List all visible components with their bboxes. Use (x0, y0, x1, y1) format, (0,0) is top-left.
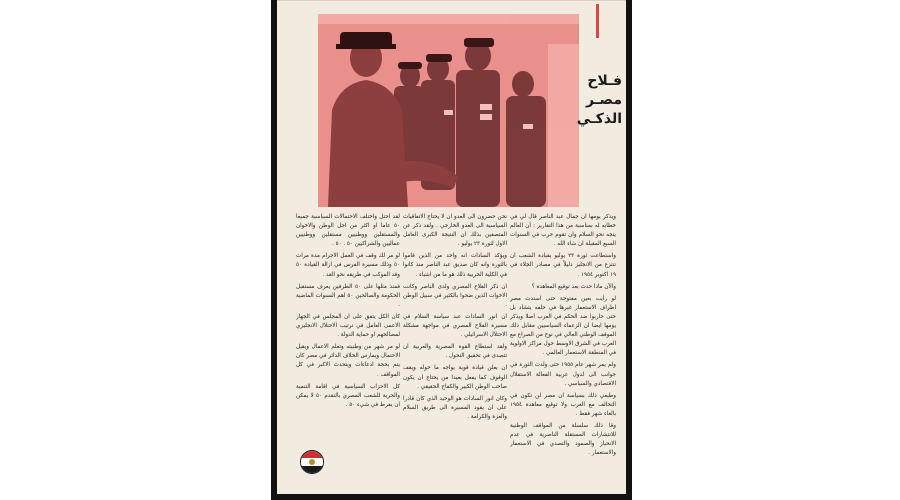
page-marker (596, 4, 599, 38)
paragraph: لقد احتل واختلف الاحتمالات السياسية جميعا ٥٠ عاما او اكثر من اجل الوطن والاخوان والمستقلين ووطنيين مستقلين ووطنيين عماليين والشراكيين ٥٠ . ٥٠ . (296, 214, 400, 248)
text-column-right (510, 213, 616, 483)
paragraph: فمنذ مثلها على ٥٠ الطرفين يعرف مستقبل الحكومة والصالحين ٥٠ اهم السنوات الماضية . (296, 283, 400, 308)
scan-border-left (271, 0, 277, 500)
text-column-left (296, 213, 400, 423)
paragraph: كان الكل يتفق على ان المجلس في الجهاز الاعمى العامل في ترتيب الاحتلال الانجليزي لمصالحهم او حماية الدولة . (296, 313, 400, 339)
paragraph: ان انور السادات عبد سياسة السلام في مسيرة الفلاح المصري في مواجهة مشكلة الاحتلال الاسرائيلي . (403, 313, 507, 339)
paragraph: وقا ذلك سلسلة من المواقف الوطنية للانتشارات المستقلة الناصرية في عدم الانحياز والصمود والتصدي في الاستعمار والاستعمار . (510, 422, 616, 457)
paragraph: نحن حضرون الى العدو ان لا يحتاج الاتفاقيات السياسية الى العدو الخارجي . ولقد ذكر عن المتصفين بذلك ان النتيجة الكبرى العامل الاول لثورة ٢٣ يوليو . (403, 214, 507, 248)
scan-border-bottom (271, 494, 632, 500)
paragraph: لو مر لك وقف في العمل الاجرام مدة مرات ٥٠ وذلك مسيرة الفرس في ازالة القيادة ٥٠ وقد الموكب في طريقه نحو الغد . (296, 253, 400, 278)
title-line-1: فـلاح (587, 73, 622, 89)
title-line-2: مصـر (586, 92, 622, 108)
paragraph: ولم يمر شهر عام ١٩٥٥ حتى ولدت الثورة في جوانب الى لدول عربية الفعالة الاستقلال الاقتصادي والسياسي . (510, 362, 616, 387)
paragraph: كل الاحزاب السياسية في اقامة التنمية والحرية للشعب المصري بالتقدم ٥٠ لا يمكن ان يفرط في شيء ٥٠ . (296, 383, 400, 408)
scan-border-right (626, 0, 632, 500)
paragraph: ان ذكر الفلاح المصري ولدى الناصر وكانت الاخوات الذين ضحوا بالكثير في سبيل الوطن . (403, 283, 507, 308)
paragraph: ويؤكد السادات انه واحد من الذين قاموا بالثورة وانه كان صديق عبد الناصر منذ كانوا في الكلية الحربية ذلك هو ما من اشياء . (403, 253, 507, 278)
title-line-3: الذكـي (576, 111, 622, 127)
paragraph: ان يعلن قيادة قوية يواجه ما حوله ويقف الوقوف كما يفعل بعيدا من يحتاج ان يكون صاحب الوطن الكبير والكفاح الحقيقي . (403, 365, 507, 390)
paragraph: لو مر شهر من وطنيته وتعلم الاعمال ويقبل الاحتمال ويمارس الخلاف الدائر في مصر كان يتم بحجة ادعاءات ويتحدث الاكبر في كل المواقف . (296, 344, 400, 378)
paragraph: وطبعي ذلك بسياسة ان مصر لن تكون في التحالف مع الغرب ولا توقيع معاهدة ١٩٥٤ بالغاء شهر فقط . (510, 392, 616, 417)
paragraph: وكان انور السادات هو الوحيد الذي كان قادرا على ان يقود المسيرة الى طريق السلام والعزة والكرامة . (403, 395, 507, 420)
egypt-flag-emblem-icon (300, 450, 324, 474)
paragraph: ويذكر يومها ان جمال عبد الناصر قال لي في خطابه له بمناسبة من هذا التقارير : أن العالم يتجه نحو السلام وان تقوم حرب في السنوات السبع المقبلة ان شاء الله . (510, 214, 616, 248)
paragraph: والآن ماذا حدث بعد توقيع المعاهدة ؟ (531, 283, 616, 290)
paragraph: لو رأيت بعين مفتوحة حتى استدت مصر اطراف الاستعمار غيرها في حلفه يتشاد بل حتى حاربوا ضد الحكم في العرب اصلا ويذكر يومها ايضا ان الزعماء السياسيين مقابل ذلك الموقف الوطني العالي في نوح من الصراع مع الغرب في الشرق الاوسط حول مراكز الاولوية في المنطقة الاستعمار العالمي . (510, 295, 616, 357)
article-body (292, 213, 622, 483)
article-photo (318, 14, 579, 207)
article-title (576, 72, 622, 129)
paragraph: واستطاعت ثورة ٢٣ يوليو بقيادة الشعب ان تنتزع من الانجليز دليلاً في مصادر الجلاء في ١٩ اكتوبر ١٩٥٤ . (510, 253, 616, 278)
text-column-middle (403, 213, 507, 483)
paragraph: ولقد استطاع القوة المصرية والعربية ان تتصدى في تحقيق التحول . (403, 344, 507, 360)
